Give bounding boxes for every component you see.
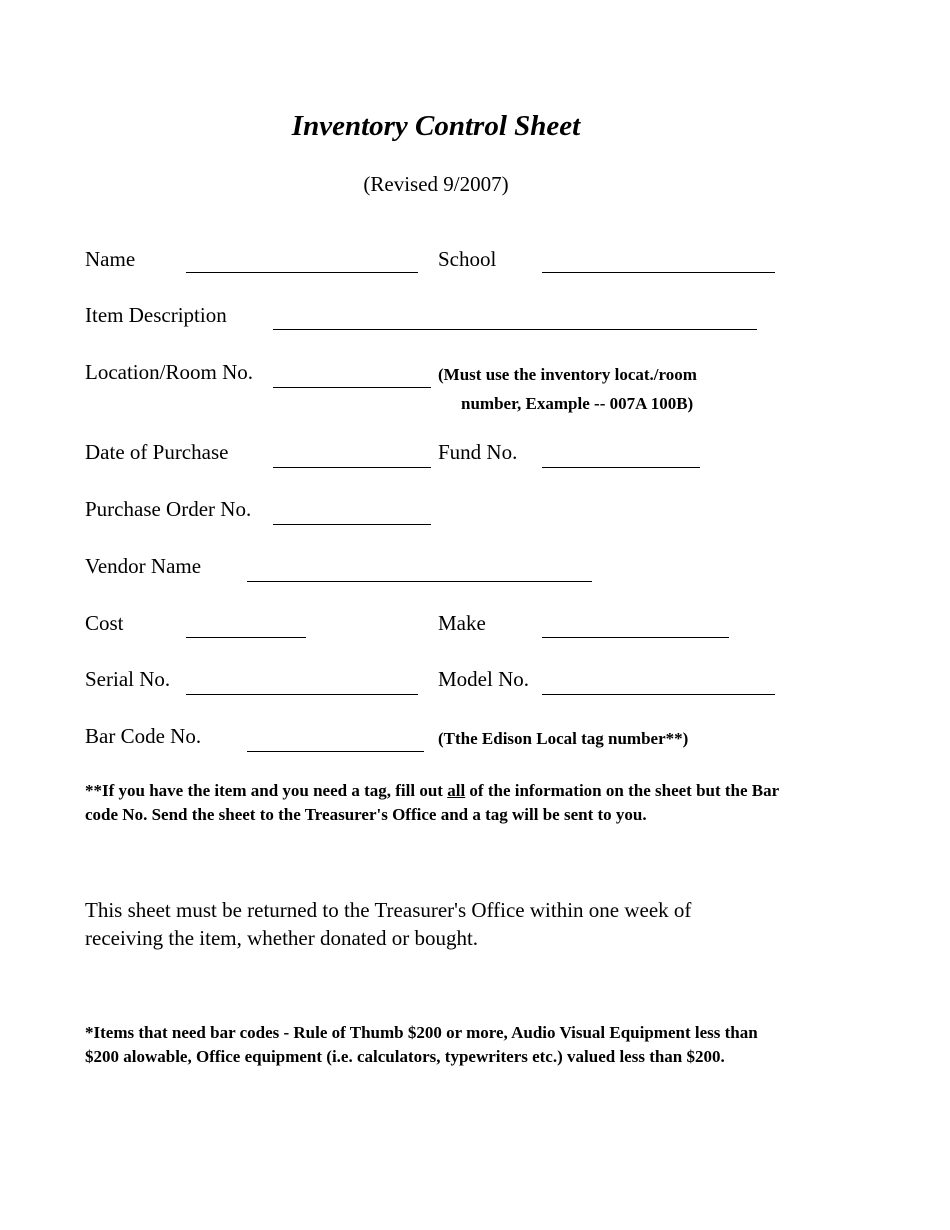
vendor-name-label: Vendor Name xyxy=(85,554,202,578)
location-note-line1: (Must use the inventory locat./room xyxy=(438,365,697,384)
location-note-line2: number, Example -- 007A 100B) xyxy=(461,394,694,413)
make-label: Make xyxy=(438,611,486,635)
model-no-label: Model No. xyxy=(438,667,529,691)
location-label: Location/Room No. xyxy=(85,360,253,384)
model-no-field[interactable] xyxy=(542,694,775,695)
date-of-purchase-field[interactable] xyxy=(273,467,431,468)
item-description-label: Item Description xyxy=(85,303,227,327)
school-field[interactable] xyxy=(542,272,775,273)
serial-no-field[interactable] xyxy=(186,694,418,695)
make-field[interactable] xyxy=(542,637,729,638)
location-field[interactable] xyxy=(273,387,431,388)
cost-label: Cost xyxy=(85,611,124,635)
return-notice: This sheet must be returned to the Treasurer's Office within one week of receiving the item, whether donated or bought. xyxy=(85,898,692,950)
date-of-purchase-label: Date of Purchase xyxy=(85,440,229,464)
purchase-order-label: Purchase Order No. xyxy=(85,497,252,521)
purchase-order-field[interactable] xyxy=(273,524,431,525)
bar-code-field[interactable] xyxy=(247,751,424,752)
school-label: School xyxy=(438,247,497,271)
vendor-name-field[interactable] xyxy=(247,581,592,582)
fund-no-label: Fund No. xyxy=(438,440,518,464)
barcode-rule-note: *Items that need bar codes - Rule of Thumb $200 or more, Audio Visual Equipment less than $200 alowable, Office equipment (i.e. calculators, typewriters etc.) valued less than $200. xyxy=(85,1023,758,1066)
name-label: Name xyxy=(85,247,136,271)
serial-no-label: Serial No. xyxy=(85,667,171,691)
cost-field[interactable] xyxy=(186,637,306,638)
tag-instructions: **If you have the item and you need a tag, fill out all of the information on the sheet but the Bar code No. Send the sheet to the Treasurer's Office and a tag will be sent to you. xyxy=(85,781,779,824)
emphasis-all: all xyxy=(447,781,466,800)
name-field[interactable] xyxy=(186,272,418,273)
fund-no-field[interactable] xyxy=(542,467,700,468)
item-description-field[interactable] xyxy=(273,329,757,330)
bar-code-label: Bar Code No. xyxy=(85,724,202,748)
page-title: Inventory Control Sheet xyxy=(291,110,581,142)
bar-code-note: (Tthe Edison Local tag number**) xyxy=(438,729,689,748)
revision-date: (Revised 9/2007) xyxy=(363,172,509,196)
